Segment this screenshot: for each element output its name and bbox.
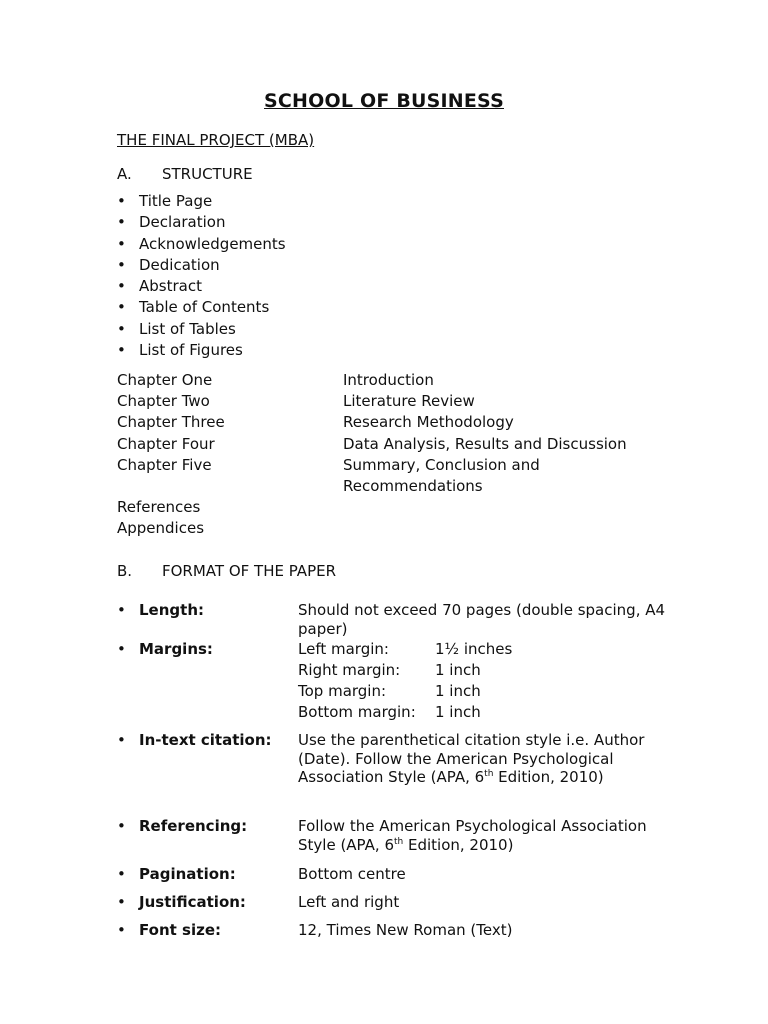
chapter-name: Chapter Three — [117, 413, 225, 432]
chapters-table — [117, 371, 643, 498]
margins-table — [298, 640, 683, 724]
list-item: Appendices — [117, 519, 205, 538]
page-title — [0, 90, 768, 112]
margin-key: Left margin: — [298, 640, 389, 658]
chapter-row — [117, 456, 643, 498]
format-label: • Referencing: — [117, 817, 319, 836]
chapter-row — [117, 392, 643, 413]
ordinal-suffix: th — [484, 769, 494, 779]
margin-key: Bottom margin: — [298, 703, 416, 721]
margin-key: Top margin: — [298, 682, 387, 700]
chapter-title: Introduction — [343, 371, 434, 389]
section-a-title: STRUCTURE — [162, 165, 253, 183]
list-item: • Table of Contents — [117, 298, 286, 319]
document-subtitle: THE FINAL PROJECT (MBA) — [117, 131, 315, 149]
margin-row — [298, 682, 683, 703]
list-item: • List of Tables — [117, 320, 286, 341]
format-value — [298, 731, 683, 787]
format-value: Should not exceed 70 pages (double spacing, A4 paper) — [298, 601, 666, 638]
citation-text-end: Edition, 2010) — [493, 768, 604, 786]
margin-value: 1½ inches — [435, 640, 513, 658]
format-label: • Font size: — [117, 921, 319, 940]
citation-text: Use the parenthetical citation style i.e. Author (Date). Follow the American Psychological Association Style (APA, 6 — [298, 731, 645, 786]
list-item: • Abstract — [117, 277, 286, 298]
list-item: • Title Page — [117, 192, 286, 213]
chapter-title: Data Analysis, Results and Discussion — [343, 434, 627, 453]
chapter-title: Summary, Conclusion and Recommendations — [343, 455, 540, 495]
margin-row — [298, 661, 683, 682]
chapter-row — [117, 435, 643, 456]
section-b-heading — [117, 562, 336, 580]
list-item: References — [117, 498, 201, 516]
format-label: • Length: — [117, 601, 319, 620]
format-value: Left and right — [298, 893, 400, 911]
margin-row — [298, 640, 683, 661]
ordinal-suffix: th — [393, 836, 404, 847]
format-label: • In-text citation: — [117, 731, 319, 750]
referencing-text-end: Edition, 2010) — [403, 835, 514, 854]
page-title-text: SCHOOL OF BUSINESS — [264, 90, 504, 112]
section-b-letter: B. — [117, 562, 133, 580]
format-label: • Justification: — [117, 893, 319, 912]
list-item: • Declaration — [117, 213, 286, 234]
format-value: Bottom centre — [298, 865, 406, 883]
section-a-letter: A. — [117, 165, 132, 183]
chapter-row — [117, 371, 643, 392]
back-matter-list — [117, 498, 204, 540]
front-matter-list — [117, 192, 286, 362]
chapter-title: Literature Review — [343, 392, 475, 411]
chapter-title: Research Methodology — [343, 413, 514, 432]
margin-key: Right margin: — [298, 661, 401, 679]
format-label: • Margins: — [117, 640, 319, 659]
margin-value: 1 inch — [435, 703, 481, 721]
chapter-row — [117, 413, 643, 434]
margin-value: 1 inch — [435, 661, 481, 679]
chapter-name: Chapter Five — [117, 455, 212, 474]
chapter-name: Chapter Two — [117, 392, 210, 411]
list-item: • List of Figures — [117, 341, 286, 362]
margin-value: 1 inch — [435, 682, 481, 700]
chapter-name: Chapter Four — [117, 434, 215, 453]
format-label: • Pagination: — [117, 865, 319, 884]
section-a-heading — [117, 165, 253, 183]
margin-row — [298, 703, 683, 724]
referencing-text: Follow the American Psychological Association Style (APA, 6 — [298, 817, 647, 854]
section-b-title: FORMAT OF THE PAPER — [162, 562, 337, 580]
list-item: • Dedication — [117, 256, 286, 277]
chapter-name: Chapter One — [117, 371, 213, 389]
list-item: • Acknowledgements — [117, 235, 286, 256]
format-value: 12, Times New Roman (Text) — [298, 921, 513, 939]
format-value — [298, 817, 683, 854]
